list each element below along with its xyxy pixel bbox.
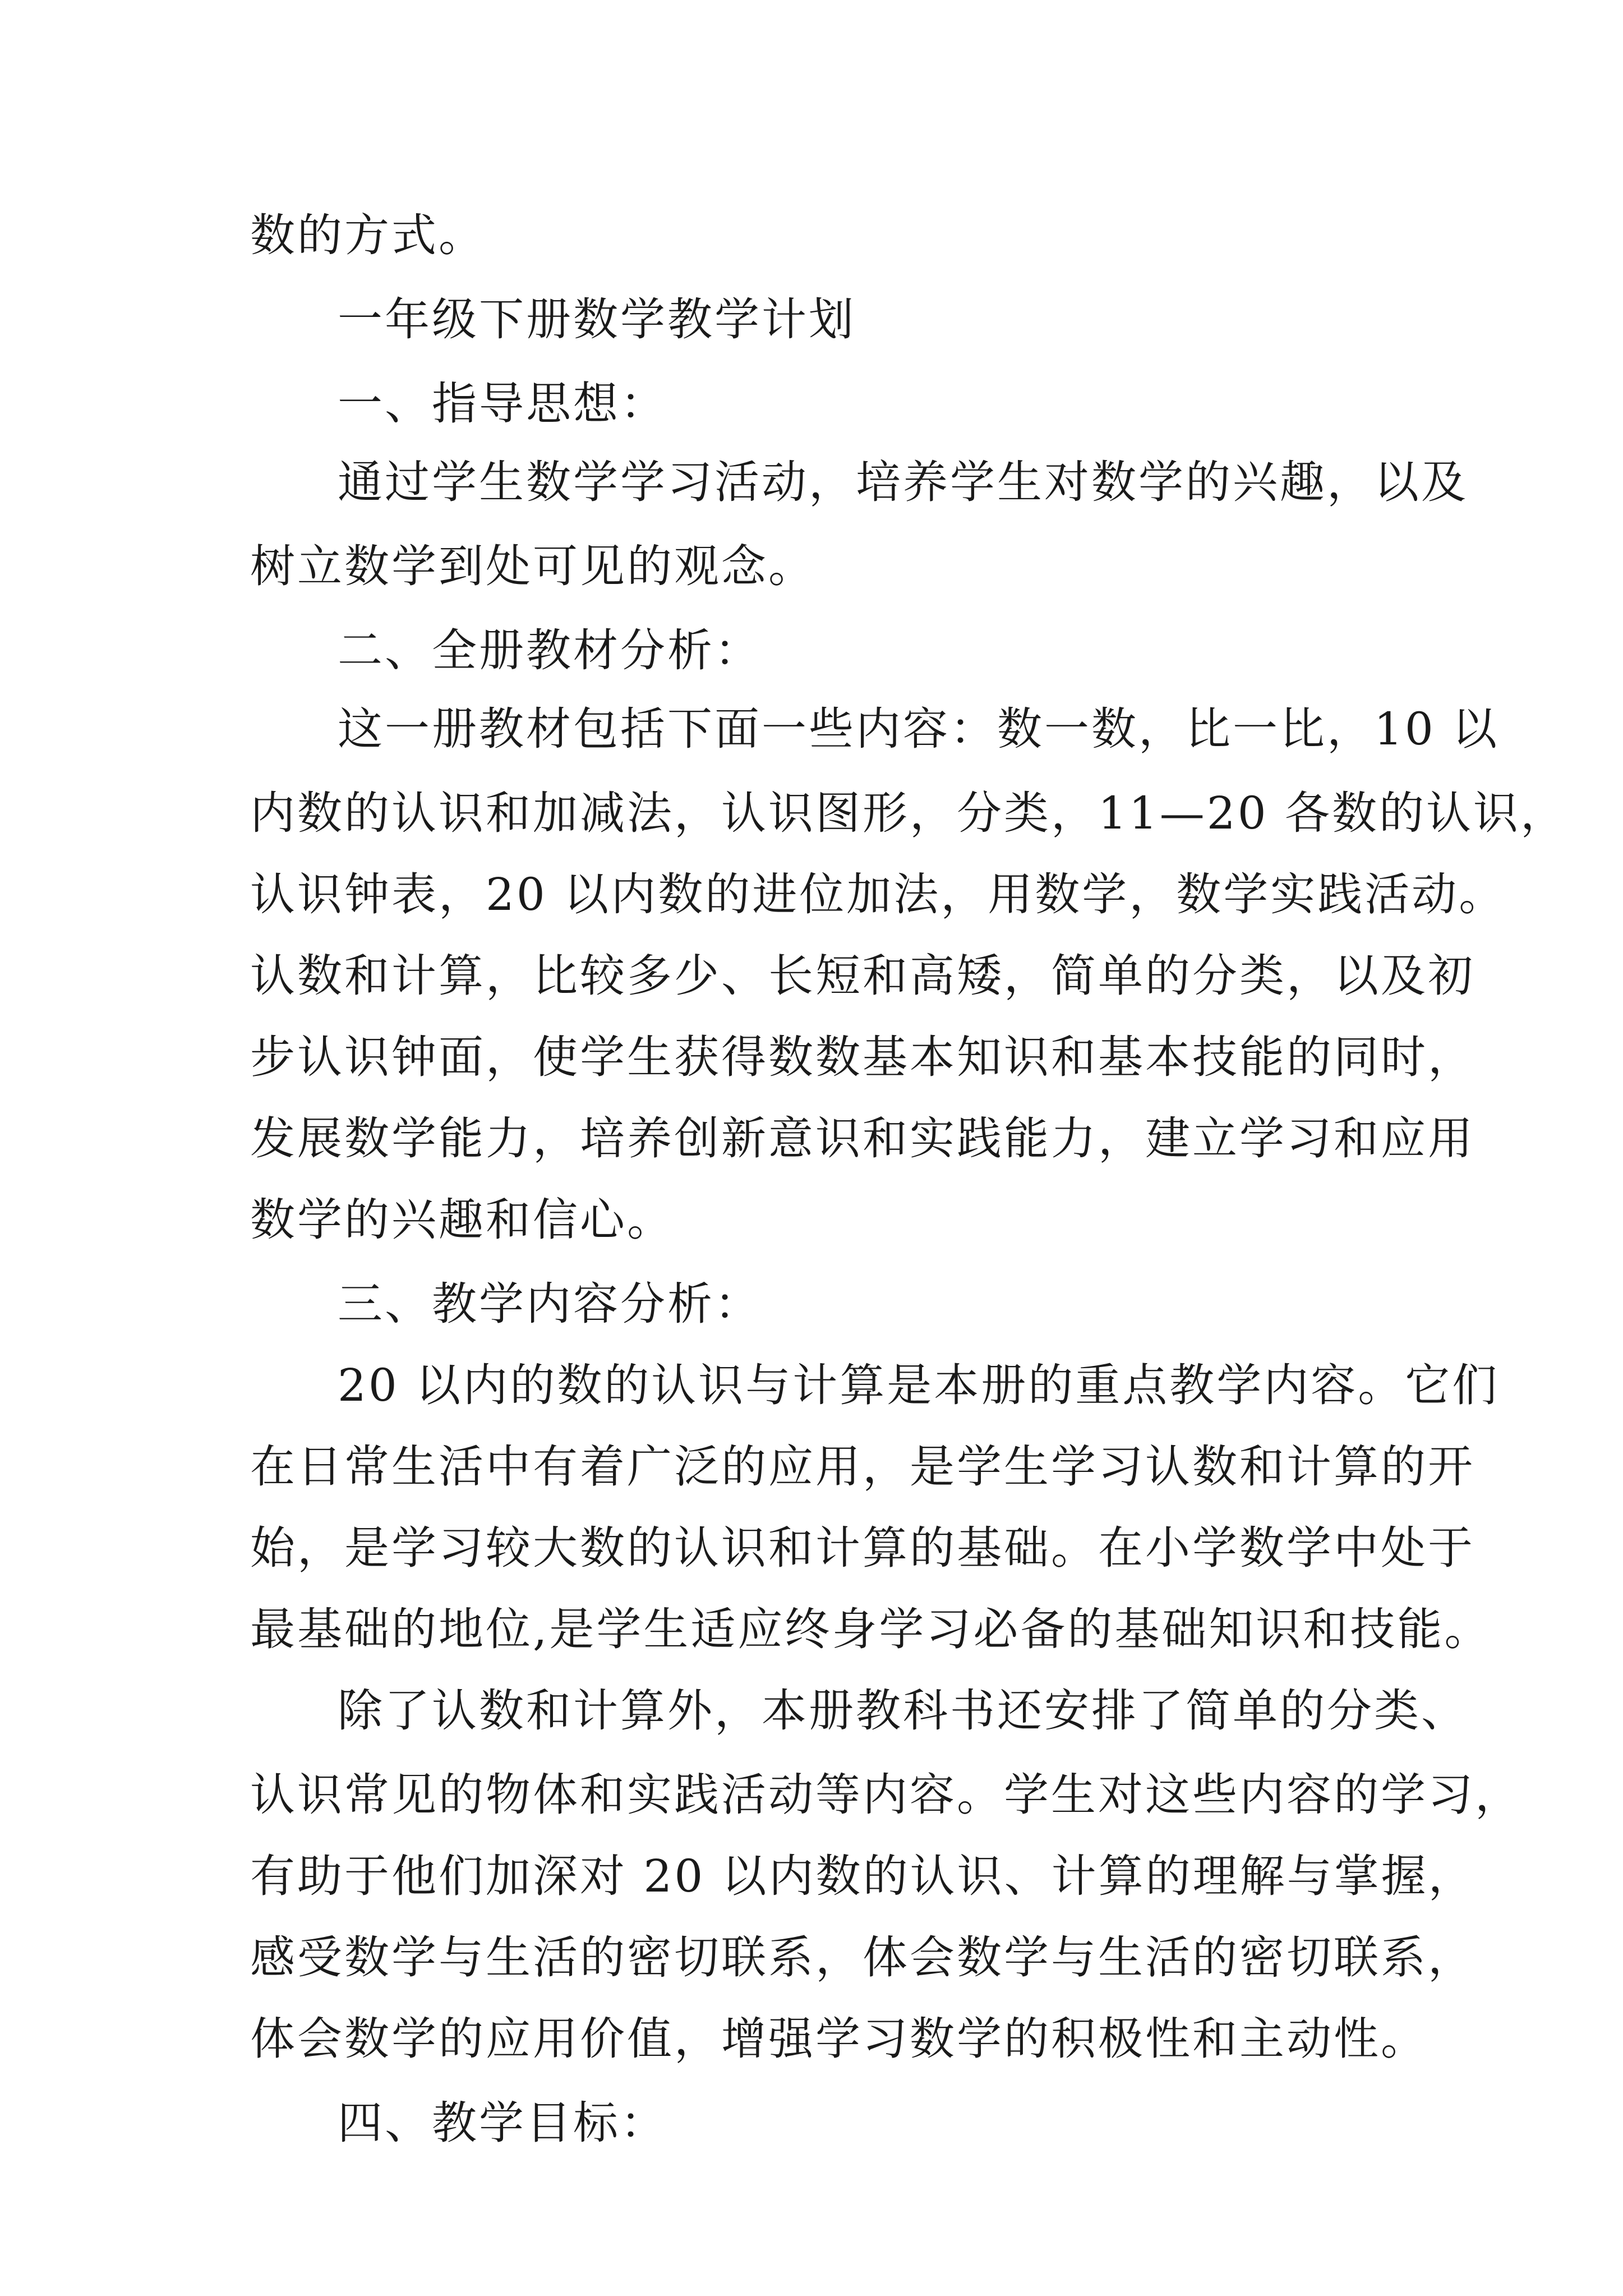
- paragraph-line: 数学的兴趣和信心。: [250, 1194, 674, 1246]
- plan-title: 一年级下册数学教学计划: [338, 293, 856, 346]
- paragraph-line: 认数和计算，比较多少、长短和高矮，简单的分类，以及初: [250, 950, 1475, 1002]
- paragraph-line: 认识常见的物体和实践活动等内容。学生对这些内容的学习，: [250, 1769, 1522, 1821]
- paragraph-line: 20 以内的数的认识与计算是本册的重点教学内容。它们: [338, 1359, 1500, 1411]
- paragraph-line: 有助于他们加深对 20 以内数的认识、计算的理解与掌握，: [250, 1850, 1476, 1902]
- paragraph-line: 认识钟表，20 以内数的进位加法，用数学，数学实践活动。: [250, 868, 1506, 921]
- section-heading: 三、教学内容分析：: [338, 1278, 762, 1330]
- section-heading: 一、指导思想：: [338, 378, 667, 430]
- paragraph-line: 内数的认识和加减法，认识图形，分类，11—20 各数的认识，: [250, 787, 1568, 839]
- paragraph-line: 树立数学到处可见的观念。: [250, 540, 815, 592]
- paragraph-line: 数的方式。: [250, 209, 486, 261]
- paragraph-line: 除了认数和计算外，本册教科书还安排了简单的分类、: [338, 1685, 1468, 1737]
- section-heading: 四、教学目标：: [338, 2097, 667, 2149]
- paragraph-line: 这一册教材包括下面一些内容：数一数，比一比，10 以: [338, 703, 1500, 755]
- paragraph-line: 体会数学的应用价值，增强学习数学的积极性和主动性。: [250, 2013, 1428, 2065]
- paragraph-line: 通过学生数学学习活动，培养学生对数学的兴趣，以及: [338, 456, 1468, 508]
- paragraph-line: 始，是学习较大数的认识和计算的基础。在小学数学中处于: [250, 1522, 1475, 1574]
- paragraph-line: 最基础的地位,是学生适应终身学习必备的基础知识和技能。: [250, 1603, 1492, 1655]
- section-heading: 二、全册教材分析：: [338, 624, 762, 677]
- paragraph-line: 步认识钟面，使学生获得数数基本知识和基本技能的同时，: [250, 1031, 1475, 1083]
- paragraph-line: 发展数学能力，培养创新意识和实践能力，建立学习和应用: [250, 1112, 1475, 1165]
- paragraph-line: 感受数学与生活的密切联系，体会数学与生活的密切联系，: [250, 1931, 1475, 1984]
- paragraph-line: 在日常生活中有着广泛的应用，是学生学习认数和计算的开: [250, 1441, 1475, 1493]
